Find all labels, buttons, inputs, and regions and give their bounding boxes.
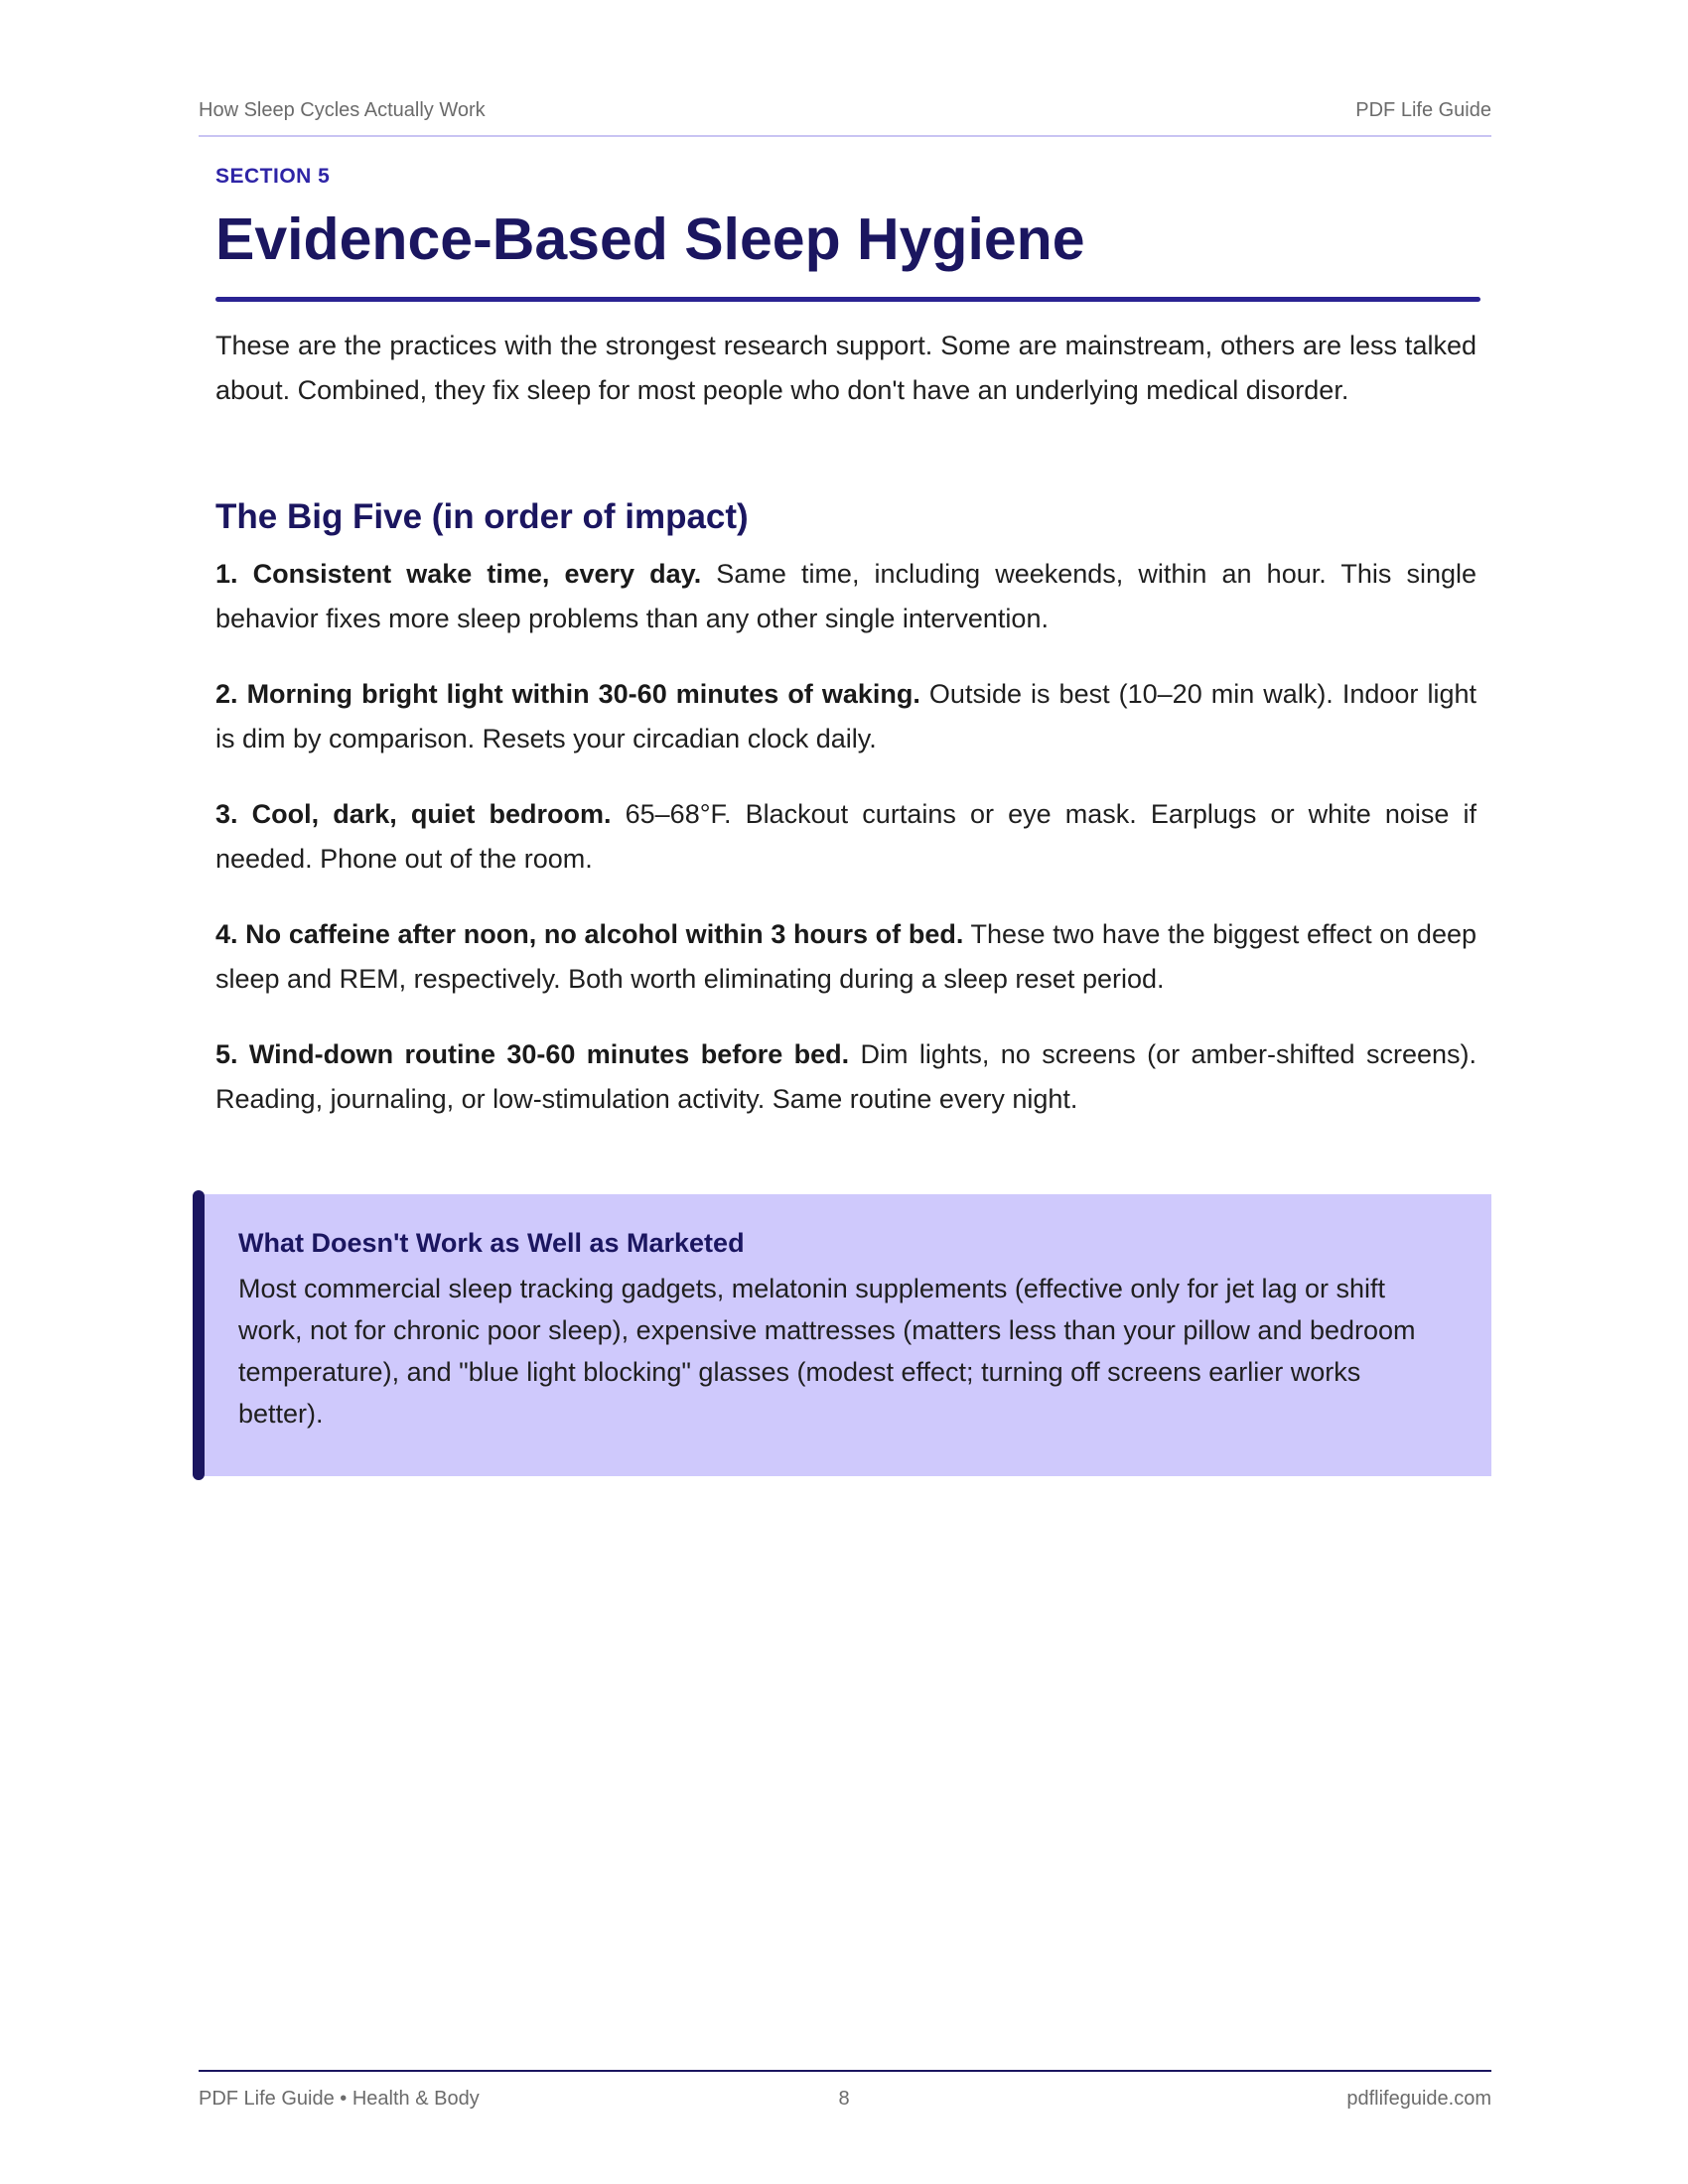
running-header	[199, 99, 1491, 137]
callout-title: What Doesn't Work as Well as Marketed	[238, 1228, 745, 1258]
footer-publication: PDF Life Guide • Health & Body	[199, 2088, 480, 2110]
tip-lead: 2. Morning bright light within 30-60 minutes of waking.	[215, 678, 920, 709]
tip-lead: 5. Wind-down routine 30-60 minutes before bed.	[215, 1038, 850, 1069]
big-five-heading: The Big Five (in order of impact)	[215, 496, 749, 536]
tip-item	[215, 912, 1477, 1002]
tip-text: Same time, including weekends, within an hour. This single behavior fixes more sleep problems than any other single intervention.	[215, 558, 1477, 633]
page-title: Evidence-Based Sleep Hygiene	[215, 206, 1085, 272]
intro-paragraph: These are the practices with the strongest research support. Some are mainstream, others are less talked about. Combined, they fix sleep for most people who don't have an underlying medical disorder.	[215, 330, 1477, 405]
callout-box	[193, 1194, 1491, 1476]
tip-item	[215, 672, 1477, 761]
tip-text: These two have the biggest effect on deep sleep and REM, respectively. Both worth eliminating during a sleep reset period.	[215, 918, 1477, 994]
footer-website: pdflifeguide.com	[1346, 2088, 1491, 2110]
header-brand: PDF Life Guide	[1355, 99, 1491, 121]
callout-accent-bar	[193, 1190, 205, 1480]
tip-item	[215, 552, 1477, 641]
page-content	[215, 165, 1477, 1122]
tip-item	[215, 1032, 1477, 1122]
tip-text: 65–68°F. Blackout curtains or eye mask. Earplugs or white noise if needed. Phone out of the room.	[215, 798, 1477, 874]
callout-body: Most commercial sleep tracking gadgets, melatonin supplements (effective only for jet lag or shift work, not for chronic poor sleep), expensive mattresses (matters less than your pillow and bedroom temperature), and "blue light blocking" glasses (modest effect; turning off screens earlier works better).	[238, 1274, 1416, 1429]
tip-text: Outside is best (10–20 min walk). Indoor light is dim by comparison. Resets your circadian clock daily.	[215, 678, 1477, 753]
tip-lead: 3. Cool, dark, quiet bedroom.	[215, 798, 612, 829]
tip-lead: 4. No caffeine after noon, no alcohol within 3 hours of bed.	[215, 918, 964, 949]
tip-lead: 1. Consistent wake time, every day.	[215, 558, 702, 589]
title-divider	[215, 297, 1480, 302]
tip-item	[215, 792, 1477, 882]
header-document-title: How Sleep Cycles Actually Work	[199, 99, 486, 121]
running-footer	[199, 2070, 1491, 2112]
page-number: 8	[838, 2088, 850, 2110]
tip-text: Dim lights, no screens (or amber-shifted screens). Reading, journaling, or low-stimulation activity. Same routine every night.	[215, 1038, 1477, 1114]
section-label: SECTION 5	[215, 165, 331, 188]
